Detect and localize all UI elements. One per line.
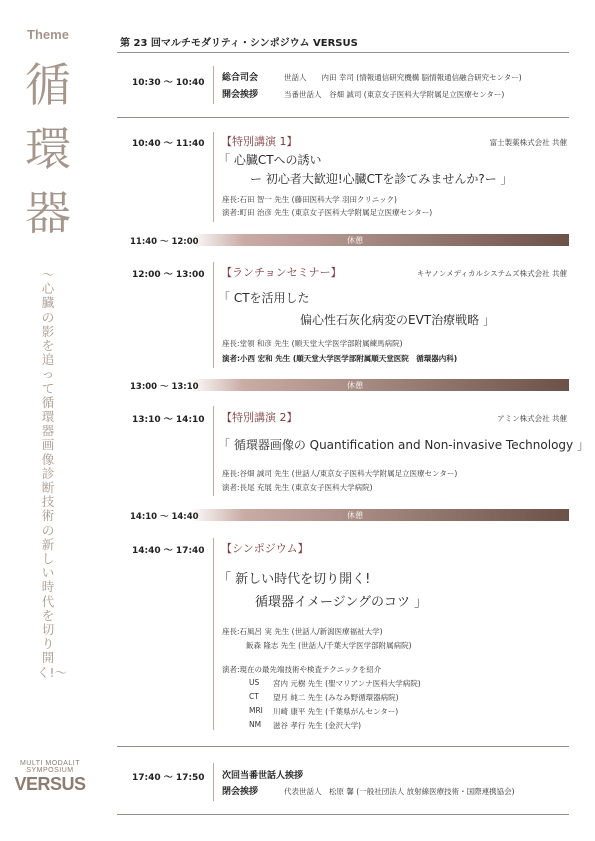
- symposium-chair-2: 飯森 隆志 先生 (世話人/千葉大学医学部附属病院): [246, 641, 412, 650]
- speaker-name: 滋谷 孝行 先生 (金沢大学): [273, 721, 362, 730]
- luncheon-title-line2: 偏心性石灰化病変のEVT治療戦略 」: [300, 313, 495, 327]
- symposium-title-line1: 「 新しい時代を切り開く!: [218, 572, 371, 587]
- luncheon-speaker: 演者:小西 宏和 先生 (順天堂大学医学部附属順天堂医院 循環器内科): [222, 354, 458, 363]
- divider-vertical: [213, 406, 214, 496]
- speaker-modality: US: [249, 678, 260, 687]
- divider-vertical: [213, 262, 214, 368]
- divider: [117, 52, 569, 53]
- break1-label: 休憩: [347, 236, 363, 245]
- lecture2-title-line1: 「 循環器画像の Quantification and Non-invasive Technology 」: [218, 438, 589, 452]
- lecture1-chair: 座長:石田 智一 先生 (藤田医科大学 羽田クリニック): [222, 195, 397, 204]
- lecture2-sponsor: アミン株式会社 共催: [497, 414, 567, 423]
- luncheon-title-line1: 「 CTを活用した: [218, 291, 310, 305]
- lecture1-time: 10:40 〜 11:40: [132, 139, 205, 149]
- speaker-modality: NM: [249, 720, 262, 729]
- speaker-name: 宮内 元樹 先生 (聖マリアンナ医科大学病院): [273, 679, 421, 688]
- opening-label-2: 開会挨拶: [222, 90, 259, 100]
- divider-vertical: [213, 66, 214, 104]
- logo-line-1: MULTI MODALIT: [19, 760, 81, 767]
- lecture1-title-line1: 「 心臓CTへの誘い: [218, 153, 322, 167]
- break3-label: 休憩: [347, 511, 363, 520]
- theme-kanji-2: 環: [25, 122, 71, 176]
- lecture2-chair: 座長:谷畑 誠司 先生 (世話人/東京女子医科大学附属足立医療センター): [222, 469, 458, 478]
- symposium-speaker-intro: 演者:現在の最先端技術や検査テクニックを紹介: [222, 665, 382, 674]
- opening-time: 10:30 〜 10:40: [132, 78, 205, 88]
- closing-label-2: 閉会挨拶: [222, 787, 259, 797]
- speaker-modality: CT: [249, 692, 259, 701]
- divider-vertical: [213, 538, 214, 730]
- opening-label-1: 総合司会: [222, 73, 259, 83]
- luncheon-chair: 座長:堂領 和彦 先生 (順天堂大学医学部附属練馬病院): [222, 339, 403, 348]
- divider: [117, 746, 569, 747]
- logo-line-2: SYMPOSIUM: [26, 767, 74, 774]
- luncheon-title: 【ランチョンセミナー】: [221, 266, 342, 279]
- break1-time: 11:40 〜 12:00: [130, 237, 199, 247]
- closing-text-2: 代表世話人 松原 馨 (一般社団法人 放射線医療技術・国際連携協会): [284, 787, 515, 796]
- lecture1-sponsor: 富士製薬株式会社 共催: [489, 138, 567, 147]
- divider: [117, 117, 569, 118]
- theme-label: Theme: [27, 27, 69, 42]
- luncheon-time: 12:00 〜 13:00: [132, 270, 205, 280]
- lecture1-title: 【特別講演 1】: [221, 135, 298, 148]
- divider-vertical: [213, 763, 214, 801]
- theme-kanji-3: 器: [25, 186, 71, 240]
- break-bar-1: [117, 234, 569, 246]
- lecture2-speaker: 演者:長尾 充展 先生 (東京女子医科大学病院): [222, 483, 373, 492]
- logo-line-3: VERSUS: [14, 774, 86, 794]
- symposium-chair-1: 座長:石風呂 実 先生 (世話人/新潟医療福祉大学): [222, 627, 383, 636]
- break2-label: 休憩: [347, 381, 363, 390]
- speaker-name: 川崎 康平 先生 (千葉県がんセンター): [273, 707, 399, 716]
- divider-vertical: [213, 132, 214, 222]
- theme-kanji-1: 循: [25, 58, 71, 112]
- closing-time: 17:40 〜 17:50: [132, 773, 205, 783]
- speaker-modality: MRI: [249, 706, 263, 715]
- divider: [117, 814, 569, 815]
- lecture2-title: 【特別講演 2】: [221, 411, 298, 424]
- symposium-time: 14:40 〜 17:40: [132, 546, 205, 556]
- speaker-name: 望月 純二 先生 (みなみ野循環器病院): [273, 693, 399, 702]
- break2-time: 13:00 〜 13:10: [130, 382, 199, 392]
- opening-text-2: 当番世話人 谷畑 誠司 (東京女子医科大学附属足立医療センター): [284, 90, 505, 99]
- lecture1-speaker: 演者:町田 治彦 先生 (東京女子医科大学附属足立医療センター): [222, 208, 433, 217]
- symposium-title: 【シンポジウム】: [221, 542, 309, 555]
- versus-logo: [8, 760, 92, 795]
- closing-label-1: 次回当番世話人挨拶: [222, 771, 304, 781]
- lecture1-title-line2: ー 初心者大歓迎!心臓CTを診てみませんか?ー 」: [250, 172, 513, 186]
- lecture2-time: 13:10 〜 14:10: [132, 415, 205, 425]
- symposium-title-line2: 循環器イメージングのコツ 」: [255, 595, 428, 610]
- opening-text-1: 世話人 内田 幸司 (情報通信研究機構 脳情報通信融合研究センター): [284, 73, 522, 82]
- luncheon-sponsor: キヤノンメディカルシステムズ株式会社 共催: [416, 269, 567, 278]
- break-bar-3: [117, 509, 569, 521]
- break3-time: 14:10 〜 14:40: [130, 512, 199, 522]
- break-bar-2: [117, 379, 569, 391]
- theme-subtitle: 〜心臓の影を追って 循環器画像診断技術の新しい時代を切り開く!〜: [37, 267, 68, 680]
- page-title: 第 23 回マルチモダリティ・シンポジウム VERSUS: [120, 38, 358, 49]
